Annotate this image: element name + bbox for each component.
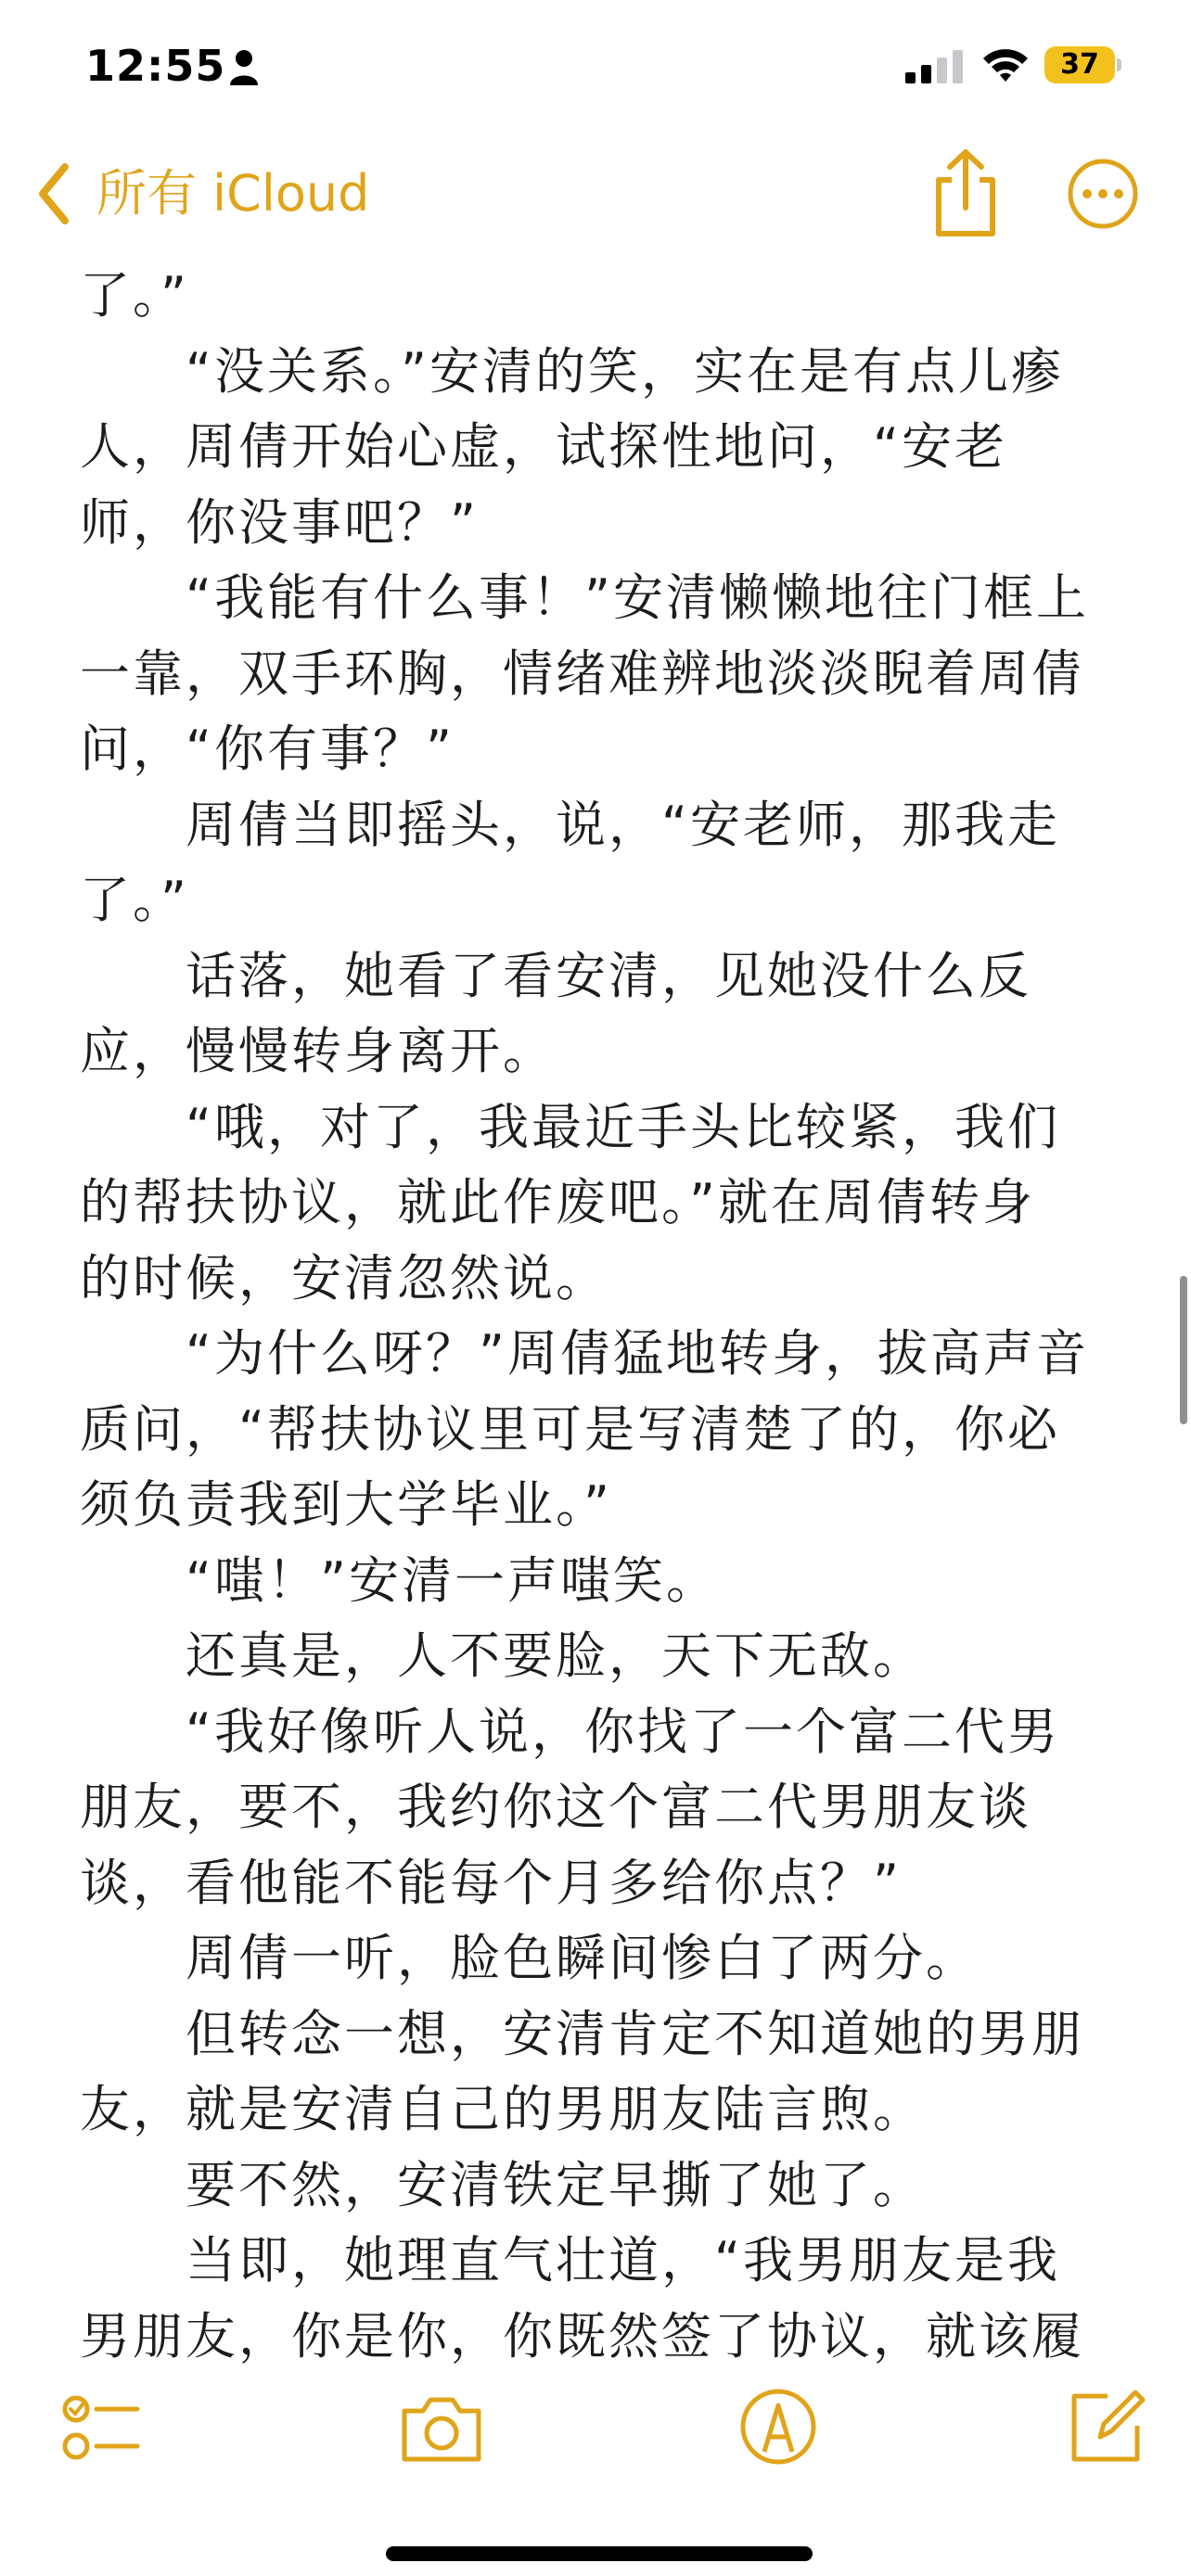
note-line: 了。” (80, 871, 189, 929)
home-indicator[interactable] (386, 2546, 813, 2561)
note-line: 一靠，双手环胸，情绪难辨地淡淡睨着周倩 (80, 644, 1084, 703)
battery-percent: 37 (1060, 48, 1099, 81)
note-line: “为什么呀？”周倩猛地转身，拔高声音 (80, 1324, 1089, 1383)
note-line: 周倩一听，脸色瞬间惨白了两分。 (80, 1929, 979, 1987)
note-line: 质问，“帮扶协议里可是写清楚了的，你必 (80, 1399, 1060, 1459)
note-line: 话落，她看了看安清，见她没什么反 (80, 946, 1031, 1005)
note-line: 但转念一想，安清肯定不知道她的男朋 (80, 2004, 1084, 2063)
markup-icon[interactable] (738, 2387, 818, 2467)
note-line: 谈，看他能不能每个月多给你点？” (80, 1853, 902, 1912)
note-line: 师，你没事吧？” (80, 492, 479, 552)
note-line: 男朋友，你是你，你既然签了协议，就该履 (80, 2306, 1084, 2366)
note-line: 问，“你有事？” (80, 720, 455, 778)
note-line: “我好像听人说，你找了一个富二代男 (80, 1702, 1060, 1761)
note-line: 应，慢慢转身离开。 (80, 1022, 556, 1080)
note-line: 的时候，安清忽然说。 (80, 1248, 608, 1307)
note-line: “哦，对了，我最近手头比较紧，我们 (80, 1097, 1060, 1156)
note-line: “我能有什么事！”安清懒懒地往门框上 (80, 568, 1089, 627)
note-line: 当即，她理直气壮道，“我男朋友是我 (80, 2231, 1060, 2289)
compose-icon[interactable] (1065, 2383, 1148, 2467)
note-line: “嗤！”安清一声嗤笑。 (80, 1550, 719, 1610)
scroll-indicator[interactable] (1180, 1276, 1187, 1424)
checklist-icon[interactable] (61, 2389, 141, 2468)
note-line: 的帮扶协议，就此作废吧。”就在周倩转身 (80, 1173, 1035, 1231)
camera-icon[interactable] (399, 2391, 484, 2465)
note-line: 周倩当即摇头，说，“安老师，那我走 (80, 795, 1060, 854)
note-line: 友，就是安清自己的男朋友陆言煦。 (80, 2080, 926, 2138)
note-line: 要不然，安清铁定早撕了她了。 (80, 2155, 926, 2214)
note-line: 朋友，要不，我约你这个富二代男朋友谈 (80, 1778, 1031, 1836)
note-line: 了。” (80, 266, 189, 325)
wifi-icon (981, 46, 1030, 83)
bottom-toolbar (0, 2355, 1191, 2504)
note-line: 还真是，人不要脸，天下无敌。 (80, 1626, 926, 1685)
navigation-bar (0, 139, 1191, 250)
more-icon[interactable] (1067, 158, 1139, 230)
note-line: 人，周倩开始心虚，试探性地问，“安老 (80, 417, 1007, 476)
back-button[interactable]: 所有 iCloud (96, 164, 370, 223)
status-time: 12:55 (85, 41, 226, 91)
cellular-signal-icon (905, 50, 963, 83)
note-line: “没关系。”安清的笑，实在是有点儿瘆 (80, 341, 1064, 401)
share-icon[interactable] (924, 147, 1007, 239)
note-body[interactable] (80, 258, 1119, 2374)
note-line: 须负责我到大学毕业。” (80, 1475, 612, 1534)
battery-indicator (1044, 46, 1122, 83)
chevron-left-icon[interactable] (33, 161, 74, 226)
